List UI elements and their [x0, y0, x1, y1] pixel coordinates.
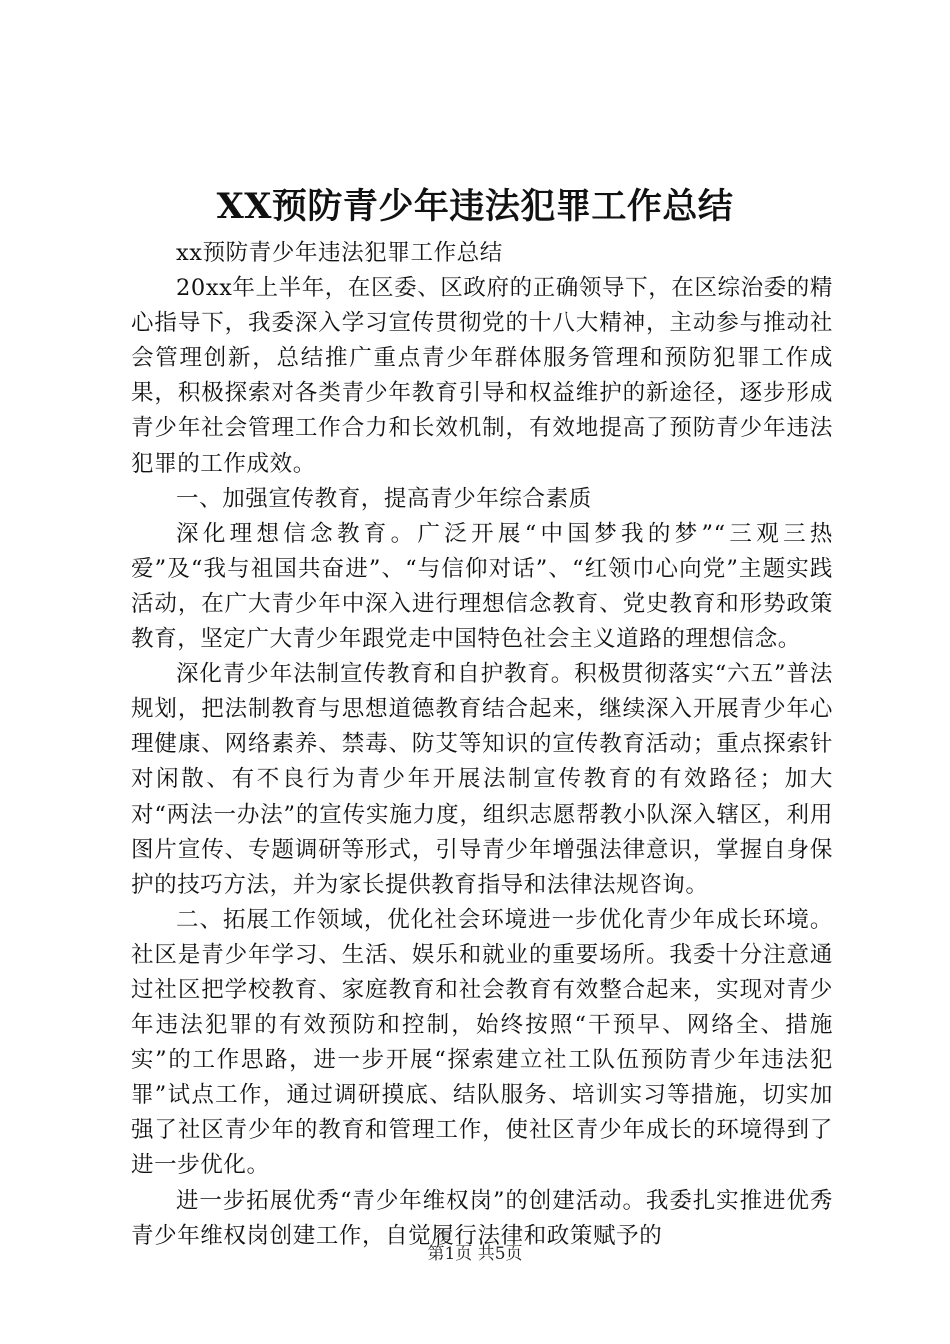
body-paragraph: 进一步拓展优秀“青少年维权岗”的创建活动。我委扎实推进优秀青少年维权岗创建工作，自觉履行法律和政策赋予的: [131, 1187, 833, 1249]
document-body: [131, 236, 833, 1254]
body-paragraph: 深化理想信念教育。广泛开展“中国梦我的梦”“三观三热爱”及“我与祖国共奋进”、“与信仰对话”、“红领巾心向党”主题实践活动，在广大青少年中深入进行理想信念教育、党史教育和形势政策教育，坚定广大青少年跟党走中国特色社会主义道路的理想信念。: [131, 520, 833, 653]
document-title: XX预防青少年违法犯罪工作总结: [216, 186, 734, 227]
subtitle-paragraph: xx预防青少年违法犯罪工作总结: [176, 240, 503, 266]
section-heading-1: 一、加强宣传教育，提高青少年综合素质: [176, 485, 592, 512]
page-number: 第1页 共5页: [427, 1244, 523, 1264]
body-paragraph: 深化青少年法制宣传教育和自护教育。积极贯彻落实“六五”普法规划，把法制教育与思想道德教育结合起来，继续深入开展青少年心理健康、网络素养、禁毒、防艾等知识的宣传教育活动；重点探索针对闲散、有不良行为青少年开展法制宣传教育的有效路径；加大对“两法一办法”的宣传实施力度，组织志愿帮教小队深入辖区，利用图片宣传、专题调研等形式，引导青少年增强法律意识，掌握自身保护的技巧方法，并为家长提供教育指导和法律法规咨询。: [131, 661, 833, 898]
intro-paragraph: 20xx年上半年，在区委、区政府的正确领导下，在区综治委的精心指导下，我委深入学习宣传贯彻党的十八大精神，主动参与推动社会管理创新，总结推广重点青少年群体服务管理和预防犯罪工作成果，积极探索对各类青少年教育引导和权益维护的新途径，逐步形成青少年社会管理工作合力和长效机制，有效地提高了预防青少年违法犯罪的工作成效。: [131, 275, 834, 477]
section-heading-2-paragraph: 二、拓展工作领域，优化社会环境进一步优化青少年成长环境。社区是青少年学习、生活、娱乐和就业的重要场所。我委十分注意通过社区把学校教育、家庭教育和社会教育有效整合起来，实现对青少年违法犯罪的有效预防和控制，始终按照“干预早、网络全、措施实”的工作思路，进一步开展“探索建立社工队伍预防青少年违法犯罪”试点工作，通过调研摸底、结队服务、培训实习等措施，切实加强了社区青少年的教育和管理工作，使社区青少年成长的环境得到了进一步优化。: [131, 906, 833, 1179]
